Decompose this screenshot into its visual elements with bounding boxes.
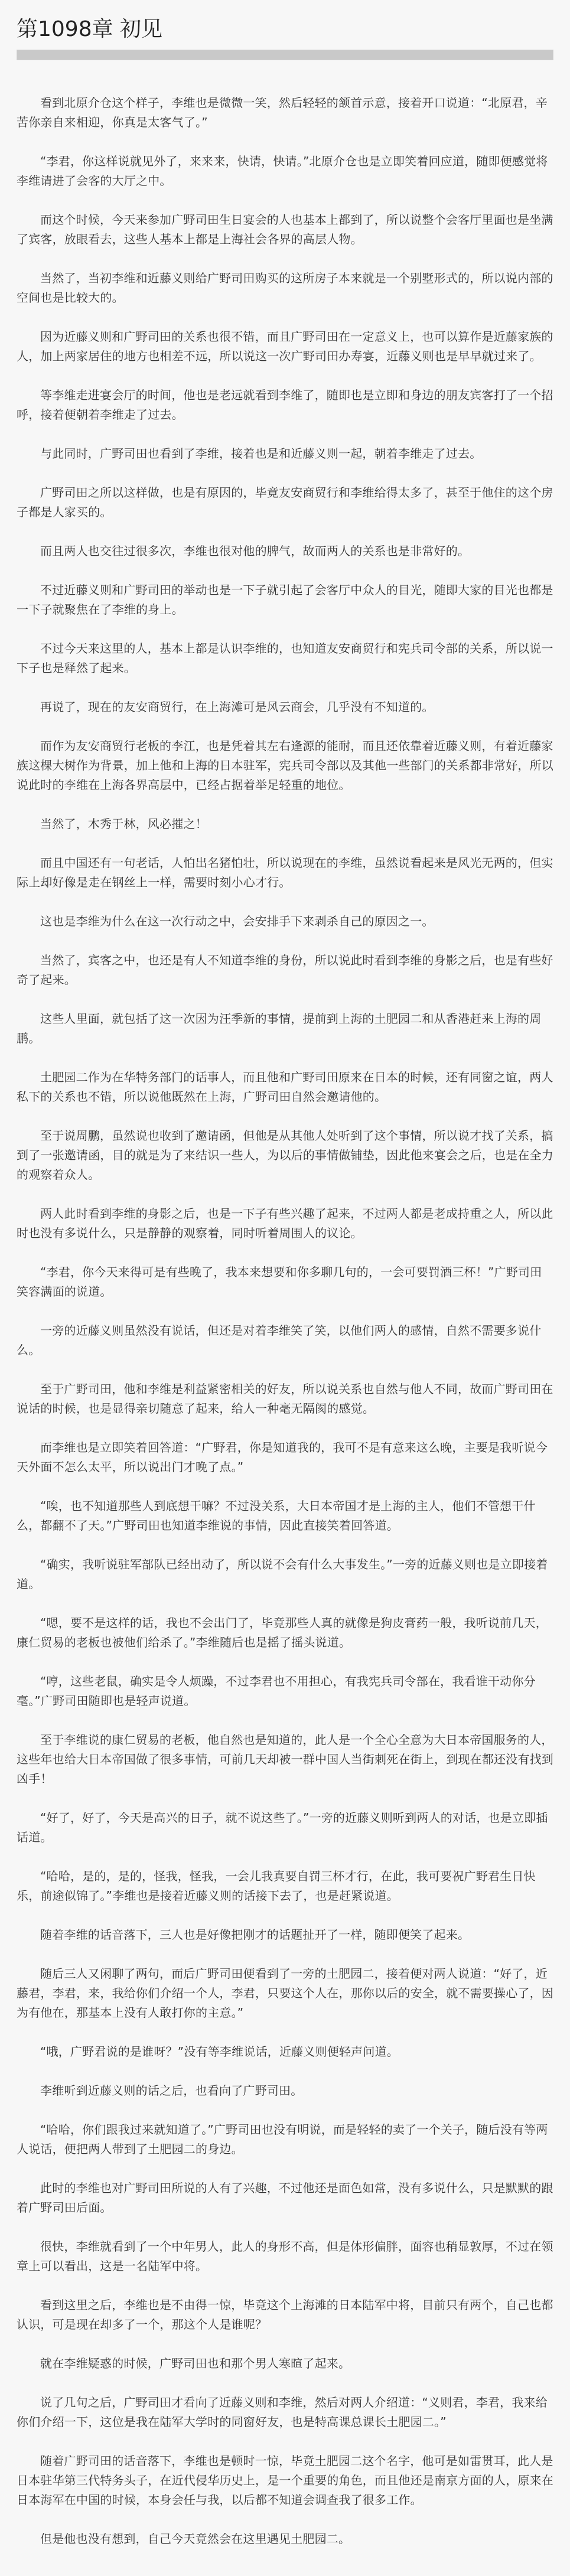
paragraph: 看到北原介仓这个样子，李维也是微微一笑，然后轻轻的颔首示意，接着开口说道：“北原君，辛苦你亲自来相迎，你真是太客气了。”: [17, 96, 548, 129]
paragraph: 但是他也没有想到，自己今天竟然会在这里遇见土肥园二。: [40, 2532, 351, 2546]
paragraph: 至于李维说的康仁贸易的老板，他自然也是知道的，此人是一个全心全意为大日本帝国服务的人，这些年也给大日本帝国做了很多事情，可前几天却被一群中国人当街刺死在街上，到现在都还没有找到凶手！: [17, 1733, 553, 1786]
paragraph: “哦，广野君说的是谁呀？”没有等李维说话，近藤义则便轻声问道。: [40, 2045, 399, 2059]
paragraph: 看到这里之后，李维也是不由得一惊，毕竟这个上海滩的日本陆军中将，目前只有两个，自己也都认识，可是现在却多了一个，那这个人是谁呢？: [17, 2298, 553, 2332]
chapter-content: [17, 93, 553, 2549]
paragraph: 而作为友安商贸行老板的李江，也是凭着其左右逢源的能耐，而且还依靠着近藤义则，有着近藤家族这棵大树作为背景，加上他和上海的日本驻军，宪兵司令部以及其他一些部门的关系都非常好，所以说此时的李维在上海各界高层中，已经占据着举足轻重的地位。: [17, 739, 553, 792]
paragraph: 广野司田之所以这样做，也是有原因的，毕竟友安商贸行和李维给得太多了，甚至于他住的这个房子都是人家买的。: [17, 485, 553, 519]
paragraph: 而且中国还有一句老话，人怕出名猪怕壮，所以说现在的李维，虽然说看起来是风光无两的，但实际上却好像是走在钢丝上一样，需要时刻小心才行。: [17, 856, 553, 889]
chapter-title: 第1098章 初见: [17, 17, 163, 41]
title-divider: [17, 50, 553, 60]
paragraph: 就在李维疑惑的时候，广野司田也和那个男人寒暄了起来。: [40, 2356, 351, 2370]
paragraph: 这些人里面，就包括了这一次因为汪季新的事情，提前到上海的土肥园二和从香港赶来上海的周鹏。: [17, 1012, 542, 1045]
paragraph: 随后三人又闲聊了两句，而后广野司田便看到了一旁的土肥园二，接着便对两人说道：“好了，近藤君，李君，来，我给你们介绍一个人，李君，只要这个人在，那你以后的安全，就不需要操心了，因为有他在，那基本上没有人敢打你的主意。”: [17, 1967, 553, 2020]
paragraph: 至于说周鹏，虽然说也收到了邀请函，但他是从其他人处听到了这个事情，所以说才找了关系，搞到了一张邀请函，目的就是为了来结识一些人，为以后的事情做铺垫，因此他来宴会之后，也是在全力的观察着众人。: [17, 1129, 553, 1182]
paragraph: 不过今天来这里的人，基本上都是认识李维的，也知道友安商贸行和宪兵司令部的关系，所以说一下子也是释然了起来。: [17, 641, 553, 675]
paragraph: 两人此时看到李维的身影之后，也是一下子有些兴趣了起来，不过两人都是老成持重之人，所以此时也没有多说什么，只是静静的观察着，同时听着周围人的议论。: [17, 1207, 553, 1240]
paragraph: “确实，我听说驻军部队已经出动了，所以说不会有什么大事发生。”一旁的近藤义则也是立即接着道。: [17, 1557, 548, 1591]
paragraph: “哼，这些老鼠，确实是令人烦躁，不过李君也不用担心，有我宪兵司令部在，我看谁干动你分毫。”广野司田随即也是轻声说道。: [17, 1674, 536, 1708]
paragraph: 随着广野司田的话音落下，李维也是顿时一惊，毕竟土肥园二这个名字，他可是如雷贯耳，此人是日本驻华第三代特务头子，在近代侵华历史上，是一个重要的角色，而且他还是南京方面的人，原来在日本海军在中国的时候，本身会任与我，以后都不知道会调查我了很多工作。: [17, 2454, 553, 2507]
paragraph: 而这个时候，今天来参加广野司田生日宴会的人也基本上都到了，所以说整个会客厅里面也是坐满了宾客，放眼看去，这些人基本上都是上海社会各界的高层人物。: [17, 213, 553, 246]
paragraph: 此时的李维也对广野司田所说的人有了兴趣，不过他还是面色如常，没有多说什么，只是默默的跟着广野司田后面。: [17, 2181, 553, 2215]
paragraph: 再说了，现在的友安商贸行，在上海滩可是风云商会，几乎没有不知道的。: [40, 700, 434, 714]
paragraph: “李君，你这样说就见外了，来来来，快请，快请。”北原介仓也是立即笑着回应道，随即便感觉将李维请进了会客的大厅之中。: [17, 154, 548, 188]
paragraph: 不过近藤义则和广野司田的举动也是一下子就引起了会客厅中众人的目光，随即大家的目光也都是一下子就聚焦在了李维的身上。: [17, 583, 553, 617]
paragraph: 当然了，当初李维和近藤义则给广野司田购买的这所房子本来就是一个别墅形式的，所以说内部的空间也是比较大的。: [17, 271, 553, 305]
paragraph: 这也是李维为什么在这一次行动之中，会安排手下来剥杀自己的原因之一。: [40, 914, 434, 928]
paragraph: 土肥园二作为在华特务部门的话事人，而且他和广野司田原来在日本的时候，还有同窗之谊，两人私下的关系也不错，所以说他既然在上海，广野司田自然会邀请他的。: [17, 1070, 553, 1104]
paragraph: 说了几句之后，广野司田才看向了近藤义则和李维，然后对两人介绍道：“义则君，李君，我来给你们介绍一下，这位是我在陆军大学时的同窗好友，也是特高课总课长土肥园二。”: [17, 2395, 548, 2429]
paragraph: “好了，好了，今天是高兴的日子，就不说这些了。”一旁的近藤义则听到两人的对话，也是立即插话道。: [17, 1811, 548, 1844]
paragraph: “嗯，要不是这样的话，我也不会出门了，毕竟那些人真的就像是狗皮膏药一般，我听说前几天，康仁贸易的老板也被他们给杀了。”李维随后也是摇了摇头说道。: [17, 1616, 548, 1649]
paragraph: “哈哈，你们跟我过来就知道了。”广野司田也没有明说，而是轻轻的卖了一个关子，随后没有等两人说话，便把两人带到了土肥园二的身边。: [17, 2122, 548, 2156]
paragraph: 与此同时，广野司田也看到了李维，接着也是和近藤义则一起，朝着李维走了过去。: [40, 446, 482, 461]
paragraph: 而李维也是立即笑着回答道：“广野君，你是知道我的，我可不是有意来这么晚，主要是我听说今天外面不怎么太平，所以说出门才晚了点。”: [17, 1440, 548, 1474]
paragraph: “唉，也不知道那些人到底想干嘛？不过没关系，大日本帝国才是上海的主人，他们不管想干什么，都翻不了天。”广野司田也知道李维说的事情，因此直接笑着回答道。: [17, 1499, 536, 1532]
paragraph: “哈哈，是的，是的，怪我，怪我，一会儿我真要自罚三杯才行，在此，我可要祝广野君生日快乐，前途似锦了。”李维也是接着近藤义则的话接下去了，也是赶紧说道。: [17, 1869, 536, 1903]
paragraph: 因为近藤义则和广野司田的关系也很不错，而且广野司田在一定意义上，也可以算作是近藤家族的人，加上两家居住的地方也相差不远，所以说这一次广野司田办寿宴，近藤义则也是早早就过来了。: [17, 330, 553, 363]
paragraph: 李维听到近藤义则的话之后，也看向了广野司田。: [40, 2083, 303, 2098]
paragraph: 很快，李维就看到了一个中年男人，此人的身形不高，但是体形偏胖，面容也稍显敦厚，不过在领章上可以看出，这是一名陆军中将。: [17, 2239, 553, 2273]
paragraph: 等李维走进宴会厅的时间，他也是老远就看到李维了，随即也是立即和身边的朋友宾客打了一个招呼，接着便朝着李维走了过去。: [17, 388, 553, 422]
paragraph: 一旁的近藤义则虽然没有说话，但还是对着李维笑了笑，以他们两人的感情，自然不需要多说什么。: [17, 1323, 542, 1357]
paragraph: 当然了，宾客之中，也还是有人不知道李维的身份，所以说此时看到李维的身影之后，也是有些好奇了起来。: [17, 953, 553, 987]
paragraph: 随着李维的话音落下，三人也是好像把刚才的话题扯开了一样，随即便笑了起来。: [40, 1928, 470, 1942]
paragraph: “李君，你今天来得可是有些晚了，我本来想要和你多聊几句的，一会可要罚酒三杯！”广野司田笑容满面的说道。: [17, 1265, 542, 1299]
paragraph: 当然了，木秀于林，风必摧之！: [40, 817, 207, 831]
paragraph: 至于广野司田，他和李维是利益紧密相关的好友，所以说关系也自然与他人不同，故而广野司田在说话的时候，也是显得亲切随意了起来，给人一种毫无隔阂的感觉。: [17, 1382, 553, 1416]
paragraph: 而且两人也交往过很多次，李维也很对他的脾气，故而两人的关系也是非常好的。: [40, 544, 470, 558]
